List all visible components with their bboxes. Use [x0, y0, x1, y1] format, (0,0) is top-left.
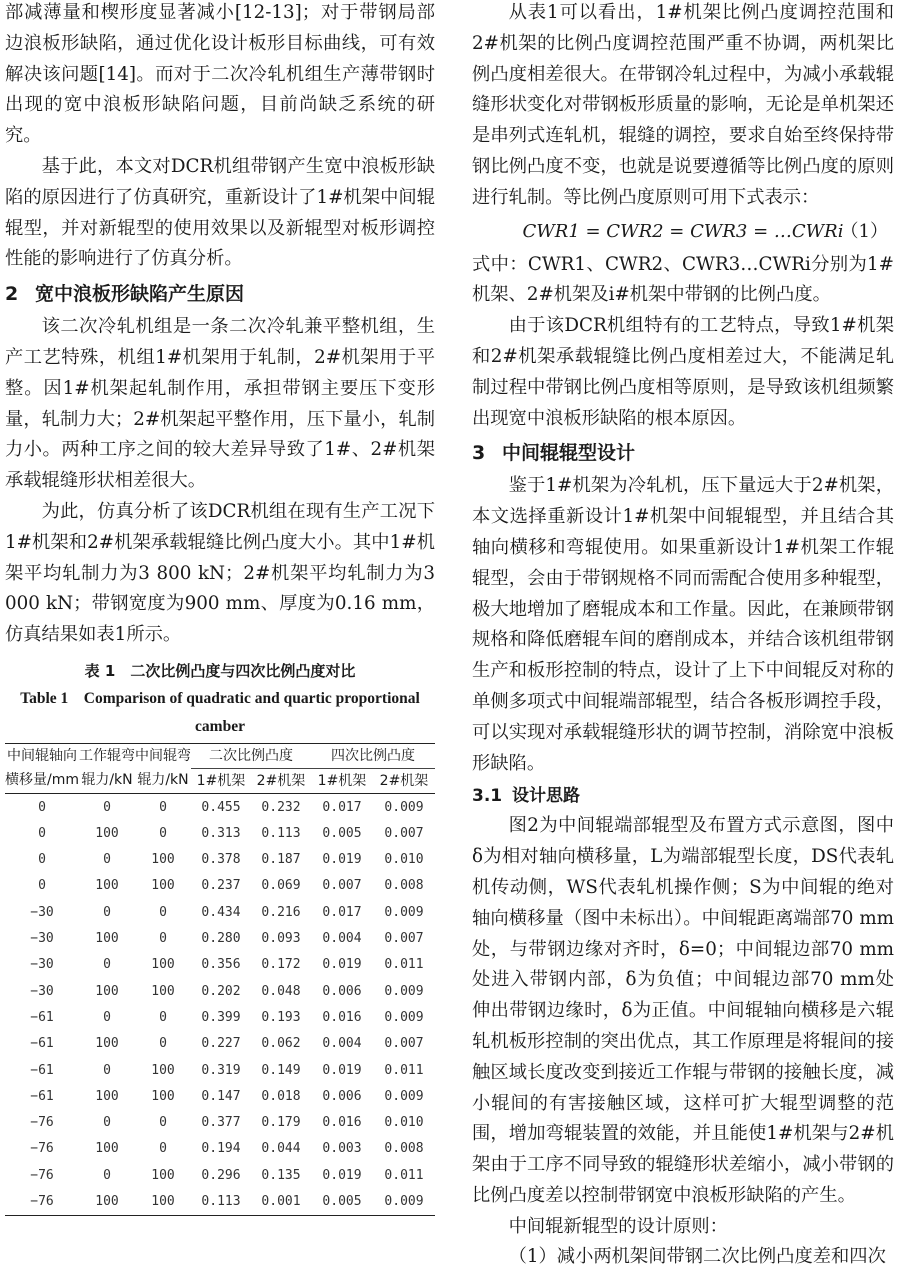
subheader-stand1-quartic: 1#机架: [317, 772, 367, 789]
table-row: [5, 952, 435, 978]
table-cell: 0: [38, 852, 46, 868]
table-cell: 0.007: [384, 825, 424, 841]
table-cell: 0: [103, 1009, 111, 1025]
table-cell: −30: [30, 931, 54, 947]
table-cell: −61: [30, 1036, 54, 1052]
header-mid-roll-bending: 中间辊弯辊力/kN: [135, 748, 191, 789]
section-2-number: 2: [5, 283, 19, 306]
table-cell: 100: [95, 983, 119, 999]
right-paragraph-5: （1）减小两机架间带钢二次比例凸度差和四次: [508, 1246, 886, 1268]
table-cell: 0.399: [201, 1009, 241, 1025]
table-cell: −76: [30, 1141, 54, 1157]
table-cell: 0.011: [384, 1167, 424, 1183]
table-row: [5, 847, 435, 873]
header-work-roll-bending: 工作辊弯辊力/kN: [79, 748, 135, 789]
table-cell: 0: [103, 1062, 111, 1078]
table-cell: 0.149: [261, 1062, 301, 1078]
table-cell: 0.016: [322, 1115, 362, 1131]
table-row: [5, 820, 435, 846]
table-cell: 0: [103, 799, 111, 815]
table-cell: 100: [95, 1088, 119, 1104]
table-cell: 0.019: [322, 1062, 362, 1078]
table-cell: 0.016: [322, 1009, 362, 1025]
table-cell: 0.019: [322, 1167, 362, 1183]
right-paragraph-1: 由于该DCR机组特有的工艺特点，导致1#机架和2#机架承载辊缝比例凸度相差过大，不能满足轧制过程中带钢比例凸度相等原则，是导致该机组频繁出现宽中浪板形缺陷的根本原因。: [472, 315, 894, 429]
table-cell: 0.011: [384, 957, 424, 973]
table-cell: 0.010: [384, 852, 424, 868]
right-paragraph-2: 鉴于1#机架为冷轧机，压下量远大于2#机架，本文选择重新设计1#机架中间辊辊型，并且结合其轴向横移和弯辊使用。如果重新设计1#机架工作辊辊型，会由于带钢规格不同而需配合使用多种辊型，极大地增加了磨辊成本和工作量。因此，在兼顾带钢规格和降低磨辊车间的磨削成本，并结合该机组带钢生产和板形控制的特点，设计了上下中间辊反对称的单侧多项式中间辊端部辊型，结合各板形调控手段，可以实现对承载辊缝形状的调节控制，消除宽中浪板形缺陷。: [472, 475, 894, 774]
table-cell: 0.044: [261, 1141, 301, 1157]
table-cell: 0.009: [384, 1194, 424, 1210]
equation-number: （1）: [840, 220, 888, 242]
table-cell: 0: [103, 904, 111, 920]
table-cell: 0.007: [384, 931, 424, 947]
table-row: [5, 978, 435, 1004]
right-paragraph-3: 图2为中间辊端部辊型及布置方式示意图，图中δ为相对轴向横移量，L为端部辊型长度，DS代表轧机传动侧，WS代表轧机操作侧；S为中间辊的绝对轴向横移量（图中未标出）。中间辊距离端部70 mm处，与带钢边缘对齐时，δ=0；中间辊边部70 mm处进入带钢内部，δ为负值；中间辊边部70 mm处伸出带钢边缘时，δ为正值。中间辊轴向横移是六辊轧机板形控制的突出优点，其工作原理是将辊间的接触区域长度改变到接近工作辊与带钢的接触长度，减小辊间的有害接触区域，这样可扩大辊型调整的范围，增加弯辊装置的效能，并且能使1#机架与2#机架由于工序不同导致的辊缝形状差缩小，减小带钢的比例凸度差以控制带钢宽中浪板形缺陷的产生。: [472, 815, 894, 1206]
table-cell: 0.009: [384, 904, 424, 920]
table-cell: 0.004: [322, 931, 362, 947]
table-cell: 0.005: [322, 825, 362, 841]
left-paragraph-0: 部减薄量和楔形度显著减小[12-13]；对于带钢局部边浪板形缺陷，通过优化设计板形目标曲线，可有效解决该问题[14]。而对于二次冷轧机组生产薄带钢时出现的宽中浪板形缺陷问题，目前尚缺乏系统的研究。: [5, 2, 435, 147]
table-cell: 100: [95, 1036, 119, 1052]
table-cell: 0: [103, 1115, 111, 1131]
table-cell: 0.001: [261, 1194, 301, 1210]
table-cell: 0.194: [201, 1141, 241, 1157]
table-cell: 0: [103, 1167, 111, 1183]
table-cell: 100: [151, 852, 175, 868]
section-2-heading: [5, 278, 435, 310]
table-row: [5, 1031, 435, 1057]
table-cell: 0.017: [322, 799, 362, 815]
table-cell: −30: [30, 983, 54, 999]
table-cell: 0.227: [201, 1036, 241, 1052]
section-3-1-title: 设计思路: [512, 786, 580, 807]
table-cell: 0.007: [384, 1036, 424, 1052]
table-cell: 0.009: [384, 983, 424, 999]
equation-body: CWR1 = CWR2 = CWR3 = …CWRi: [522, 220, 844, 242]
table-cell: −76: [30, 1167, 54, 1183]
table-row: [5, 1188, 435, 1215]
table-cell: 0: [159, 1141, 167, 1157]
table-row: [5, 1083, 435, 1109]
table-cell: 0.237: [201, 878, 241, 894]
table-cell: 100: [95, 1194, 119, 1210]
equation-1: [472, 216, 894, 248]
table-caption-zh: 表 1 二次比例凸度与四次比例凸度对比: [84, 661, 356, 680]
table-cell: 0.093: [261, 931, 301, 947]
table-caption-en: Table 1 Comparison of quadratic and quartic proportional camber: [20, 689, 420, 735]
table-cell: 0.455: [201, 799, 241, 815]
table-cell: 0.216: [261, 904, 301, 920]
table-cell: 0.377: [201, 1115, 241, 1131]
table-cell: 0: [159, 1009, 167, 1025]
table-cell: −61: [30, 1009, 54, 1025]
left-column: [5, 0, 435, 1216]
table-cell: 0.378: [201, 852, 241, 868]
table-cell: 0.009: [384, 1088, 424, 1104]
header-quadratic: 二次比例凸度: [191, 743, 311, 768]
table-cell: 0.004: [322, 1036, 362, 1052]
equation-explanation: 式中：CWR1、CWR2、CWR3…CWRi分别为1#机架、2#机架及i#机架中带钢的比例凸度。: [472, 253, 894, 306]
section-3-number: 3: [472, 442, 486, 465]
table-cell: 0: [159, 799, 167, 815]
table-cell: −61: [30, 1088, 54, 1104]
table-cell: 0.202: [201, 983, 241, 999]
table-cell: 0.113: [201, 1194, 241, 1210]
table-cell: 100: [151, 878, 175, 894]
table-cell: 100: [151, 1062, 175, 1078]
table-cell: 0.280: [201, 931, 241, 947]
table-cell: 0.296: [201, 1167, 241, 1183]
table-cell: 0.018: [261, 1088, 301, 1104]
table-cell: 0.009: [384, 799, 424, 815]
table-header: [5, 743, 435, 793]
header-shift: 中间辊轴向横移量/mm: [5, 748, 79, 789]
table-cell: 0: [159, 1115, 167, 1131]
table-cell: 0.006: [322, 983, 362, 999]
table-cell: −30: [30, 904, 54, 920]
table-row: [5, 925, 435, 951]
table-cell: 100: [151, 1167, 175, 1183]
table-row: [5, 873, 435, 899]
table-cell: −30: [30, 957, 54, 973]
table-cell: 0: [38, 878, 46, 894]
section-3-1-heading: [472, 781, 894, 811]
table-cell: 0: [159, 1036, 167, 1052]
table-cell: 100: [95, 1141, 119, 1157]
table-cell: 0.019: [322, 957, 362, 973]
table-cell: 0.319: [201, 1062, 241, 1078]
table-cell: 0.009: [384, 1009, 424, 1025]
table-row: [5, 1057, 435, 1083]
table-cell: 100: [151, 1194, 175, 1210]
table-cell: 100: [95, 931, 119, 947]
table-cell: 100: [95, 878, 119, 894]
right-paragraph-0: 从表1可以看出，1#机架比例凸度调控范围和2#机架的比例凸度调控范围严重不协调，两机架比例凸度相差很大。在带钢冷轧过程中，为减小承载辊缝形状变化对带钢板形质量的影响，无论是单机架还是串列式连轧机，辊缝的调控，要求自始至终保持带钢比例凸度不变，也就是说要遵循等比例凸度的原则进行轧制。等比例凸度原则可用下式表示：: [472, 2, 894, 208]
table-cell: 0.187: [261, 852, 301, 868]
table-cell: 0.147: [201, 1088, 241, 1104]
table-row: [5, 1162, 435, 1188]
table-row: [5, 793, 435, 820]
table-row: [5, 1110, 435, 1136]
table-cell: 0.172: [261, 957, 301, 973]
section-3-heading: [472, 437, 894, 469]
table-cell: 0.006: [322, 1088, 362, 1104]
header-quartic: 四次比例凸度: [311, 743, 435, 768]
table-row: [5, 1004, 435, 1030]
table-cell: 0: [38, 825, 46, 841]
table-cell: 0: [159, 931, 167, 947]
table-cell: 0.135: [261, 1167, 301, 1183]
table-cell: −76: [30, 1194, 54, 1210]
table-cell: 0.062: [261, 1036, 301, 1052]
table-cell: 0.193: [261, 1009, 301, 1025]
left-paragraph-1: 基于此，本文对DCR机组带钢产生宽中浪板形缺陷的原因进行了仿真研究，重新设计了1#机架中间辊辊型，并对新辊型的使用效果以及新辊型对板形调控性能的影响进行了仿真分析。: [5, 155, 435, 270]
table-cell: 0.048: [261, 983, 301, 999]
data-table: [5, 743, 435, 1216]
table-cell: 0.113: [261, 825, 301, 841]
table-cell: 100: [151, 983, 175, 999]
table-cell: 0: [103, 852, 111, 868]
section-3-title: 中间辊辊型设计: [502, 442, 636, 465]
table-cell: 0.017: [322, 904, 362, 920]
table-cell: 0.011: [384, 1062, 424, 1078]
table-cell: 0.008: [384, 1141, 424, 1157]
table-cell: 0: [159, 825, 167, 841]
right-paragraph-4: 中间辊新辊型的设计原则：: [508, 1215, 728, 1237]
table-cell: 0.003: [322, 1141, 362, 1157]
table-cell: 0.069: [261, 878, 301, 894]
table-cell: 0.434: [201, 904, 241, 920]
left-paragraph-2: 该二次冷轧机组是一条二次冷轧兼平整机组，生产工艺特殊，机组1#机架用于轧制，2#机架用于平整。因1#机架起轧制作用，承担带钢主要压下变形量，轧制力大；2#机架起平整作用，压下量小，轧制力小。两种工序之间的较大差异导致了1#、2#机架承载辊缝形状相差很大。: [5, 316, 435, 492]
table-cell: 0.232: [261, 799, 301, 815]
table-row: [5, 1136, 435, 1162]
table-cell: 0.008: [384, 878, 424, 894]
subheader-stand1-quadratic: 1#机架: [196, 772, 246, 789]
table-cell: 100: [95, 825, 119, 841]
table-cell: 0: [103, 957, 111, 973]
table-cell: −76: [30, 1115, 54, 1131]
section-3-1-number: 3.1: [472, 786, 503, 807]
subheader-stand2-quadratic: 2#机架: [256, 772, 306, 789]
table-cell: 0.179: [261, 1115, 301, 1131]
subheader-stand2-quartic: 2#机架: [379, 772, 429, 789]
table-cell: 0.010: [384, 1115, 424, 1131]
table-cell: −61: [30, 1062, 54, 1078]
table-cell: 0.005: [322, 1194, 362, 1210]
table-cell: 100: [151, 957, 175, 973]
table-body: [5, 793, 435, 1215]
left-paragraph-3: 为此，仿真分析了该DCR机组在现有生产工况下1#机架和2#机架承载辊缝比例凸度大小。其中1#机架平均轧制力为3 800 kN；2#机架平均轧制力为3 000 kN；带钢宽度为900 mm、厚度为0.16 mm，仿真结果如表1所示。: [5, 500, 435, 646]
table-cell: 0: [38, 799, 46, 815]
table-cell: 0: [159, 904, 167, 920]
table-cell: 0.313: [201, 825, 241, 841]
section-2-title: 宽中浪板形缺陷产生原因: [35, 283, 245, 306]
right-column: [472, 0, 894, 1273]
table-cell: 0.356: [201, 957, 241, 973]
table-cell: 100: [151, 1088, 175, 1104]
table-cell: 0.007: [322, 878, 362, 894]
table-row: [5, 899, 435, 925]
table-cell: 0.019: [322, 852, 362, 868]
